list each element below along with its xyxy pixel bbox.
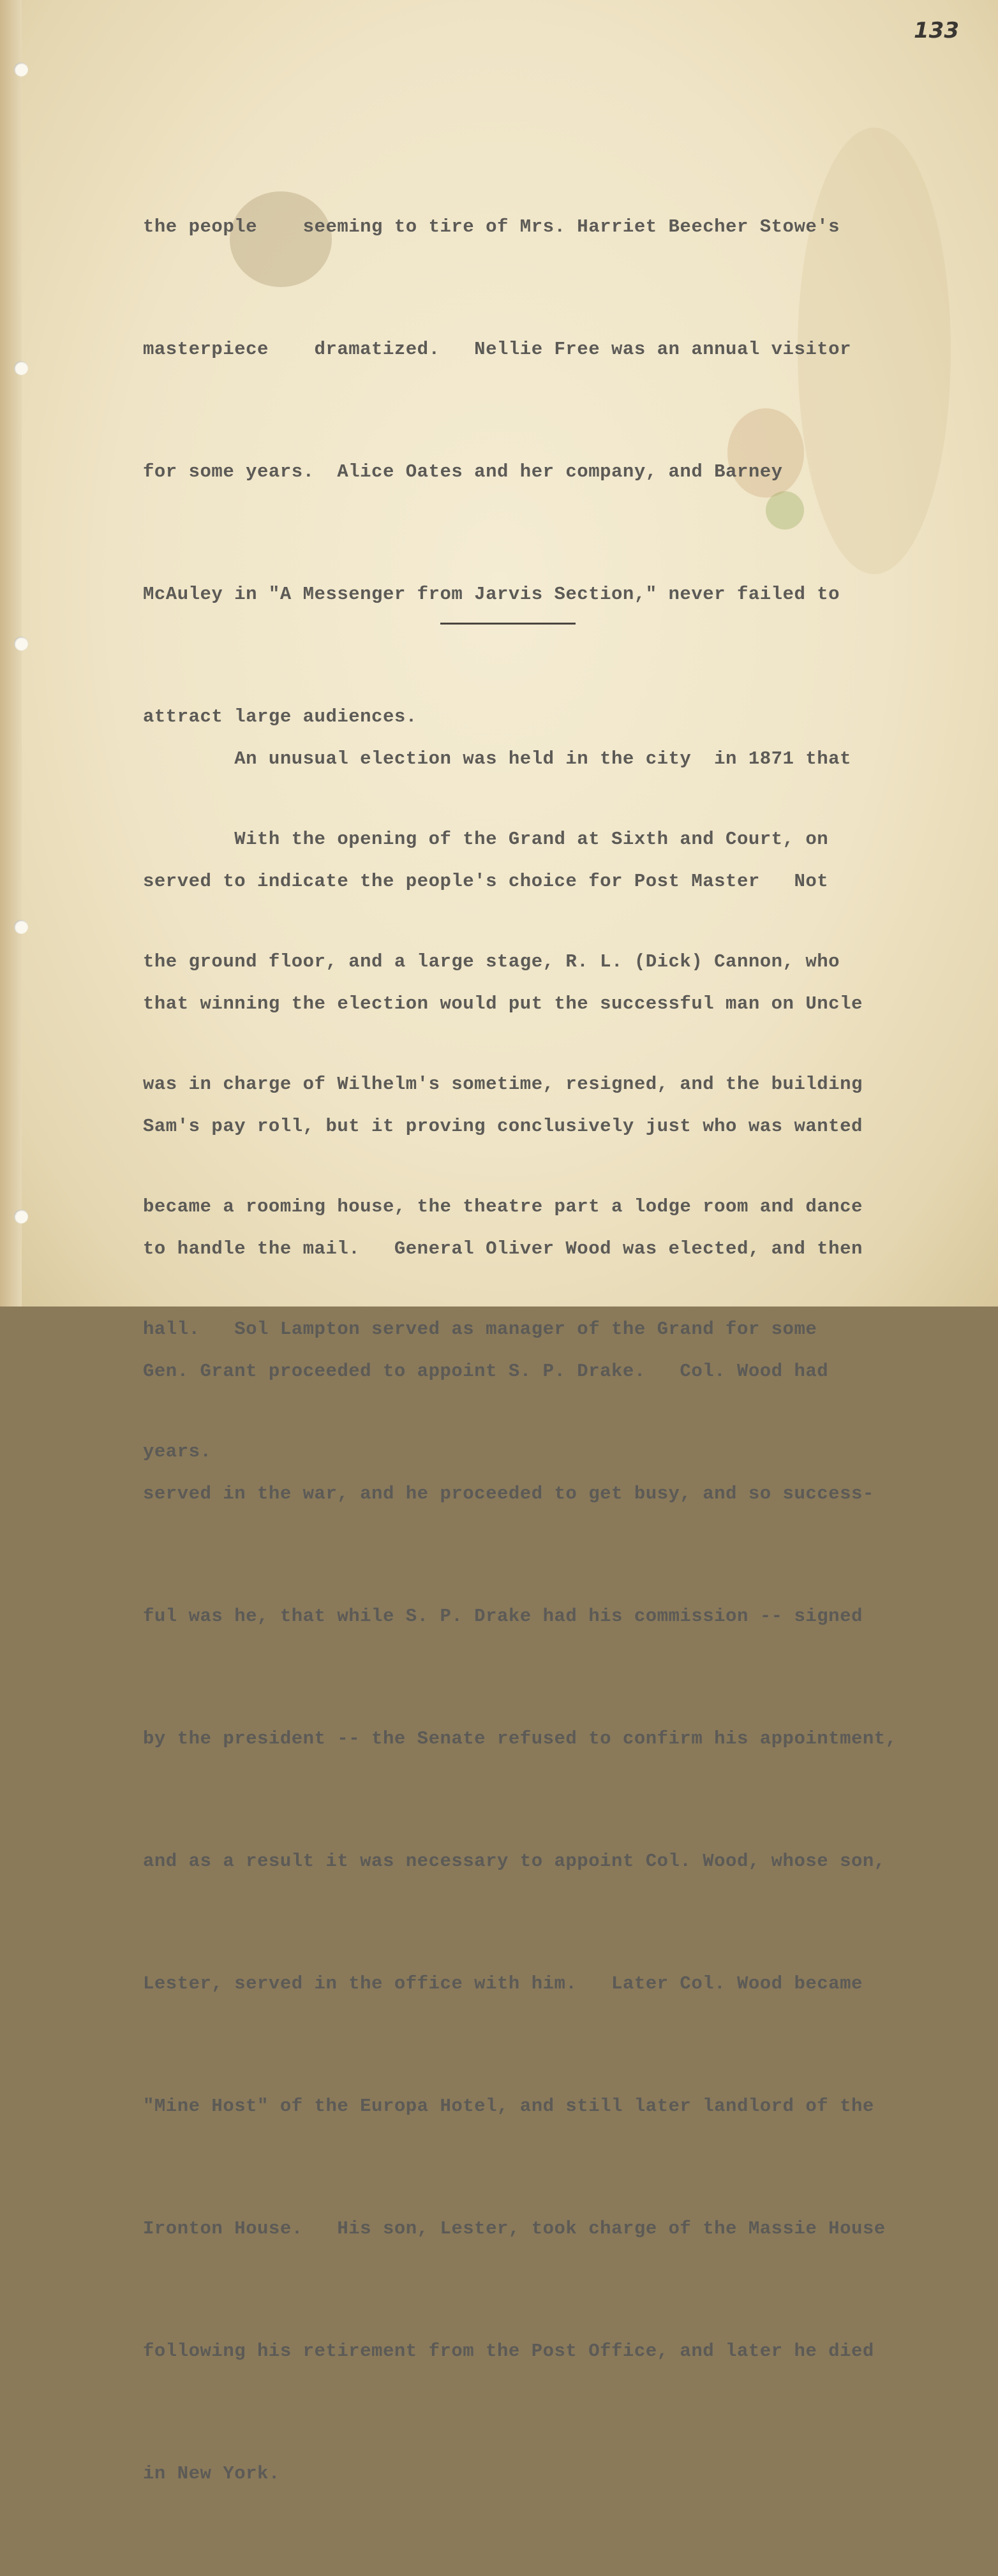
binder-hole	[14, 920, 28, 934]
text-line: the people seeming to tire of Mrs. Harriet Beecher Stowe's	[143, 216, 840, 237]
text-line: to handle the mail. General Oliver Wood was elected, and then	[143, 1238, 863, 1259]
text-line: for some years. Alice Oates and her company, and Barney	[143, 461, 783, 482]
paper-edge	[0, 0, 22, 1307]
text-line: was in charge of Wilhelm's sometime, resigned, and the building	[143, 1074, 863, 1095]
text-line: that winning the election would put the successful man on Uncle	[143, 993, 863, 1014]
text-line: Ironton House. His son, Lester, took charge of the Massie House	[143, 2218, 886, 2239]
binder-hole	[14, 637, 28, 651]
binder-hole	[14, 1210, 28, 1224]
text-line: Sam's pay roll, but it proving conclusively just who was wanted	[143, 1116, 863, 1137]
text-line: and as a result it was necessary to appoint Col. Wood, whose son,	[143, 1851, 886, 1872]
text-line: hall. Sol Lampton served as manager of the Grand for some	[143, 1319, 817, 1340]
text-line: ful was he, that while S. P. Drake had his commission -- signed	[143, 1606, 863, 1627]
text-line: McAuley in "A Messenger from Jarvis Section," never failed to	[143, 584, 840, 605]
binder-hole	[14, 361, 28, 375]
text-line: An unusual election was held in the city in 1871 that	[143, 748, 851, 769]
text-line: by the president -- the Senate refused to confirm his appointment,	[143, 1728, 897, 1749]
paragraph-election	[143, 657, 934, 2576]
text-line: following his retirement from the Post Office, and later he died	[143, 2341, 874, 2362]
text-line: With the opening of the Grand at Sixth and Court, on	[143, 829, 829, 850]
text-line: in New York.	[143, 2463, 280, 2484]
text-line: Gen. Grant proceeded to appoint S. P. Drake. Col. Wood had	[143, 1361, 829, 1382]
text-line: the ground floor, and a large stage, R. L. (Dick) Cannon, who	[143, 951, 840, 972]
section-divider	[440, 623, 576, 625]
text-line: Lester, served in the office with him. Later Col. Wood became	[143, 1973, 863, 1994]
text-line: served in the war, and he proceeded to get busy, and so success-	[143, 1483, 874, 1504]
text-line: years.	[143, 1441, 212, 1462]
page-number: 133	[914, 18, 959, 43]
text-line: attract large audiences.	[143, 706, 417, 727]
text-line: "Mine Host" of the Europa Hotel, and still later landlord of the	[143, 2096, 874, 2117]
text-line: masterpiece dramatized. Nellie Free was an annual visitor	[143, 339, 851, 360]
text-line: became a rooming house, the theatre part a lodge room and dance	[143, 1196, 863, 1217]
binder-hole	[14, 63, 28, 77]
text-line: served to indicate the people's choice for Post Master Not	[143, 871, 829, 892]
